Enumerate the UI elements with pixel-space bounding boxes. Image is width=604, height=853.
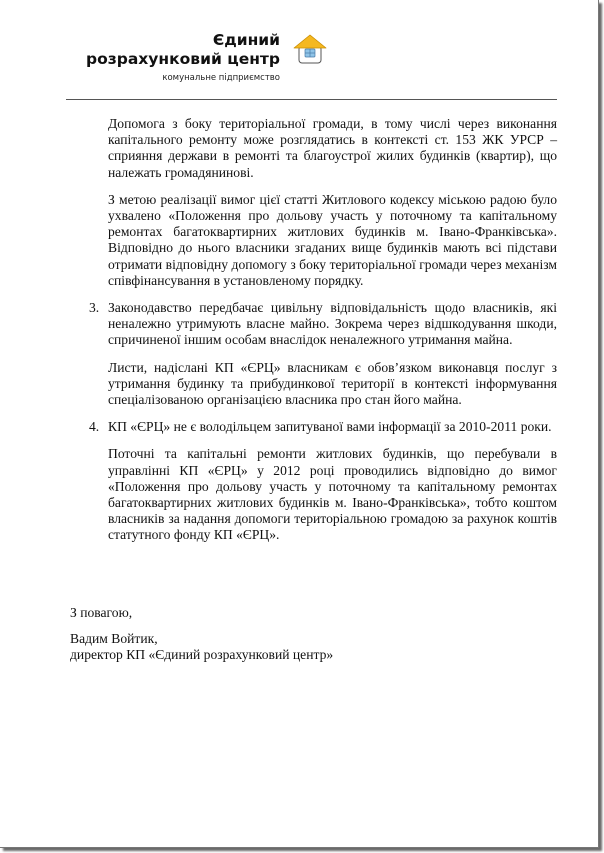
letter-body [66, 116, 557, 555]
header-divider [66, 99, 557, 100]
paragraph: Поточні та капітальні ремонти житлових будинків, що перебували в управлінні КП «ЄРЦ» у 2012 році проводились відповідно до вимог «Положення про дольову участь у поточному та капітальному ремонтах багатоквартирних житлових будинків м. Івано-Франківська», тобто коштом власників за надання допомоги територіальною громадою за рахунок коштів статутного фонду КП «ЄРЦ». [108, 446, 557, 543]
house-icon [292, 33, 328, 65]
org-name-line2: розрахунковий центр [86, 50, 280, 68]
item-text: КП «ЄРЦ» не є володільцем запитуваної вами інформації за 2010-2011 роки. [108, 419, 552, 435]
item-number: 4. [89, 419, 100, 435]
org-name-line1: Єдиний [212, 31, 280, 49]
item-number: 3. [89, 300, 100, 316]
signer-title: директор КП «Єдиний розрахунковий центр» [70, 647, 334, 663]
letterhead [0, 0, 598, 110]
paragraph: Допомога з боку територіальної громади, в тому числі через виконання капітального ремонту може розглядатись в контексті ст. 153 ЖК УРСР – сприяння держави в ремонті та благоустрої жилих будинків (квартир), що належать громадянинові. [108, 116, 557, 180]
numbered-item-4 [89, 419, 557, 435]
numbered-item-3 [89, 300, 557, 349]
paragraph: З метою реалізації вимог цієї статті Житлового кодексу міською радою було ухвалено «Положення про дольову участь у поточному та капітальному ремонтах багатоквартирних житлових будинків м. Івано-Франківська». Відповідно до нього власники згаданих вище будинків мають всі підстави отримати відповідну допомогу з боку територіальної громади через механізм співфінансування в установленому порядку. [108, 191, 557, 288]
paragraph: Листи, надіслані КП «ЄРЦ» власникам є обов’язком виконавця послуг з утримання будинку та прибудинкової території в контексті інформування спеціалізованою організацією власника про стан його майна. [108, 359, 557, 408]
organization-type: комунальне підприємство [162, 73, 280, 83]
organization-name [86, 31, 280, 69]
signer-name: Вадим Войтик, [70, 631, 158, 647]
signature-block [70, 605, 333, 664]
closing-phrase: З повагою, [70, 605, 133, 620]
item-text: Законодавство передбачає цивільну відповідальність щодо власників, які неналежно утримують власне майно. Зокрема через відшкодування шкоди, спричиненої іншим особам внаслідок неналежного утримання майна. [108, 300, 557, 348]
